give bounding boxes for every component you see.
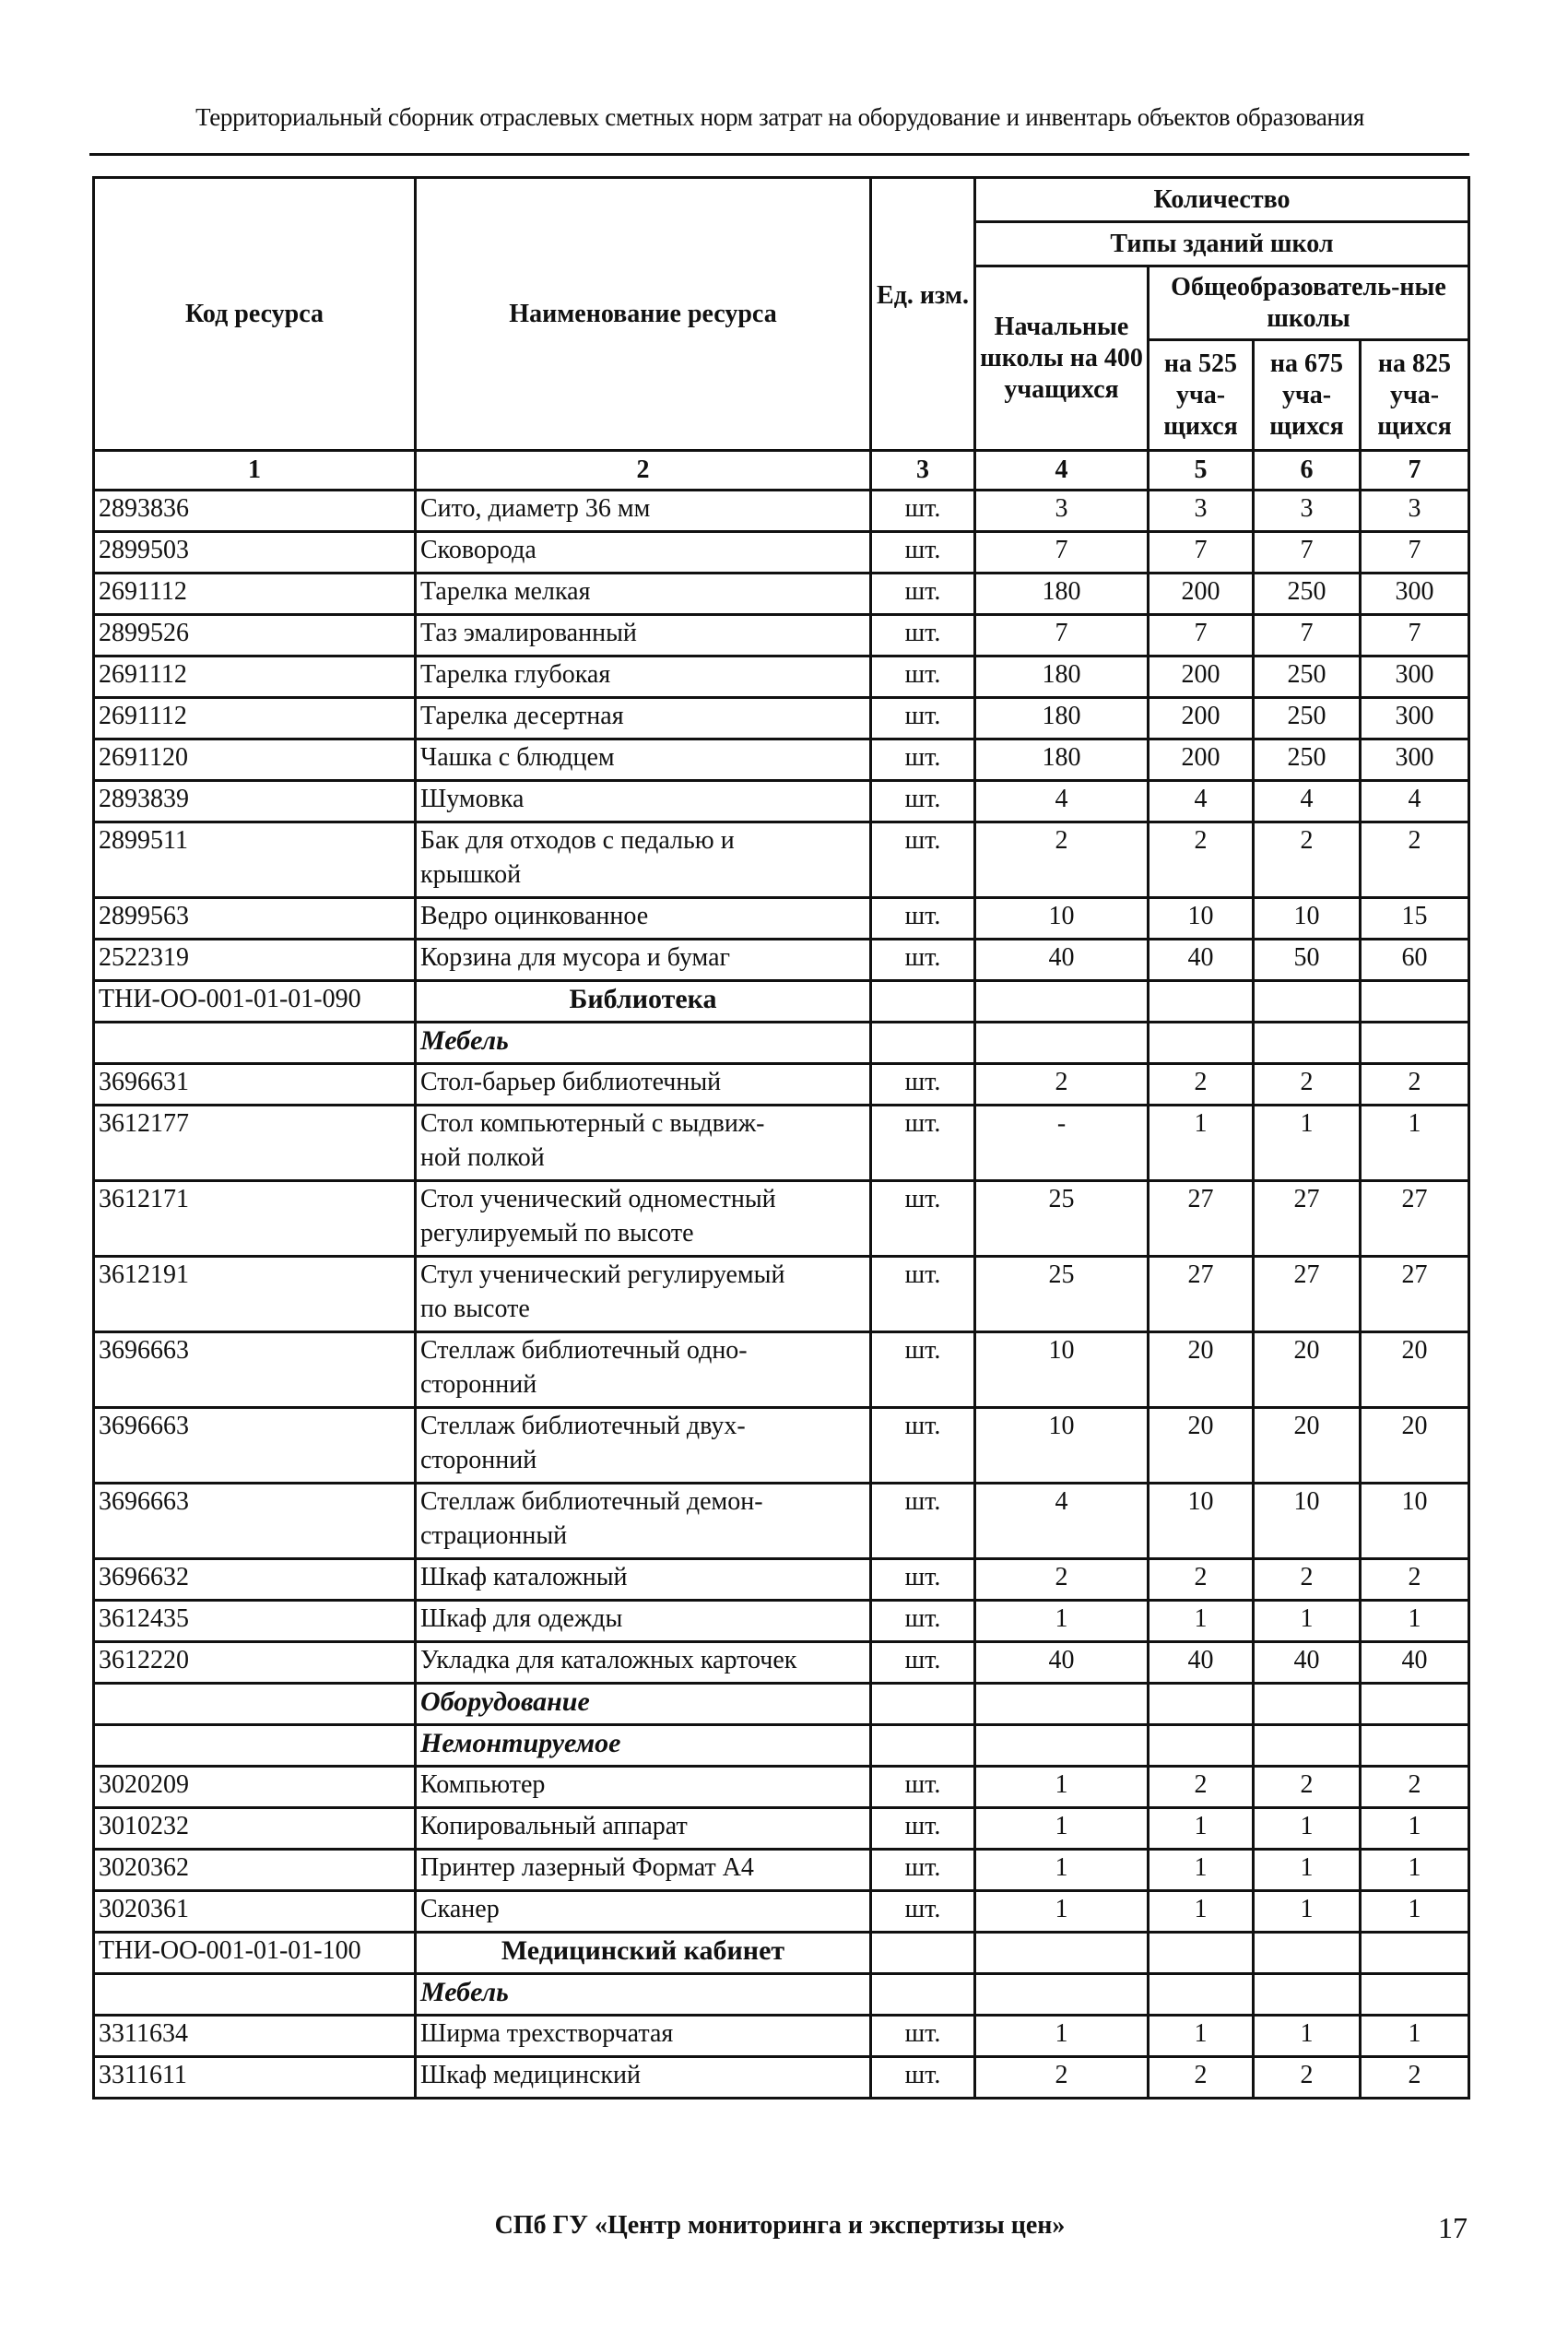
table-row bbox=[94, 2016, 1469, 2057]
quantity-value: 1 bbox=[1361, 1601, 1469, 1642]
header-quantity: Количество bbox=[975, 178, 1469, 222]
quantity-value: 2 bbox=[1149, 1767, 1254, 1808]
quantity-value: 1 bbox=[1361, 1808, 1469, 1850]
quantity-value: 4 bbox=[975, 781, 1149, 822]
empty-cell bbox=[1149, 981, 1254, 1023]
empty-cell bbox=[975, 981, 1149, 1023]
resource-code bbox=[94, 1725, 416, 1767]
unit: шт. bbox=[871, 1257, 975, 1332]
empty-cell bbox=[1361, 1023, 1469, 1064]
empty-cell bbox=[975, 1684, 1149, 1725]
empty-cell bbox=[871, 1725, 975, 1767]
subsection-row bbox=[94, 1974, 1469, 2016]
resource-code: 3612191 bbox=[94, 1257, 416, 1332]
resource-code: 3696663 bbox=[94, 1332, 416, 1408]
quantity-value: 7 bbox=[1254, 532, 1361, 574]
table-row bbox=[94, 781, 1469, 822]
quantity-value: 2 bbox=[1361, 1064, 1469, 1106]
quantity-value: 2 bbox=[1254, 822, 1361, 898]
resource-code: 3612171 bbox=[94, 1181, 416, 1257]
table-row bbox=[94, 574, 1469, 615]
resource-code: 3696663 bbox=[94, 1408, 416, 1484]
table-row bbox=[94, 1064, 1469, 1106]
quantity-value: 2 bbox=[1149, 2057, 1254, 2099]
table-row bbox=[94, 1257, 1469, 1332]
quantity-value: 2 bbox=[1254, 1064, 1361, 1106]
resource-code bbox=[94, 1684, 416, 1725]
quantity-value: 40 bbox=[1149, 940, 1254, 981]
empty-cell bbox=[1254, 1023, 1361, 1064]
unit: шт. bbox=[871, 739, 975, 781]
quantity-value: 1 bbox=[1149, 2016, 1254, 2057]
resource-code: 3696663 bbox=[94, 1484, 416, 1559]
empty-cell bbox=[1149, 1725, 1254, 1767]
table-row bbox=[94, 1332, 1469, 1408]
empty-cell bbox=[975, 1725, 1149, 1767]
table-row bbox=[94, 656, 1469, 698]
table-row bbox=[94, 1408, 1469, 1484]
quantity-value: 4 bbox=[1361, 781, 1469, 822]
resource-code: 3696631 bbox=[94, 1064, 416, 1106]
empty-cell bbox=[1361, 1725, 1469, 1767]
column-number: 7 bbox=[1361, 451, 1469, 491]
section-row bbox=[94, 1933, 1469, 1974]
empty-cell bbox=[1254, 1684, 1361, 1725]
quantity-value: 7 bbox=[1254, 615, 1361, 656]
unit: шт. bbox=[871, 698, 975, 739]
subsection-title: Немонтируемое bbox=[416, 1725, 871, 1767]
quantity-value: 250 bbox=[1254, 656, 1361, 698]
resource-name: Бак для отходов с педалью и крышкой bbox=[416, 822, 871, 898]
resource-name: Стол-барьер библиотечный bbox=[416, 1064, 871, 1106]
resource-name: Стеллаж библиотечный демон- страционный bbox=[416, 1484, 871, 1559]
column-number: 6 bbox=[1254, 451, 1361, 491]
resource-code: 3020361 bbox=[94, 1891, 416, 1933]
table-row bbox=[94, 698, 1469, 739]
quantity-value: 300 bbox=[1361, 739, 1469, 781]
quantity-value: 1 bbox=[1254, 1808, 1361, 1850]
quantity-value: 20 bbox=[1149, 1408, 1254, 1484]
quantity-value: 200 bbox=[1149, 574, 1254, 615]
resource-name: Сковорода bbox=[416, 532, 871, 574]
unit: шт. bbox=[871, 781, 975, 822]
quantity-value: 1 bbox=[975, 1850, 1149, 1891]
quantity-value: 1 bbox=[975, 1891, 1149, 1933]
resource-name: Принтер лазерный Формат А4 bbox=[416, 1850, 871, 1891]
resource-code: 2691112 bbox=[94, 574, 416, 615]
resource-name: Шкаф для одежды bbox=[416, 1601, 871, 1642]
quantity-value: 300 bbox=[1361, 656, 1469, 698]
resource-name: Стол компьютерный с выдвиж- ной полкой bbox=[416, 1106, 871, 1181]
quantity-value: 2 bbox=[1149, 1064, 1254, 1106]
quantity-value: 40 bbox=[1149, 1642, 1254, 1684]
column-number: 2 bbox=[416, 451, 871, 491]
quantity-value: 20 bbox=[1361, 1408, 1469, 1484]
subsection-row bbox=[94, 1725, 1469, 1767]
section-title: Библиотека bbox=[416, 981, 871, 1023]
quantity-value: 1 bbox=[1149, 1891, 1254, 1933]
quantity-value: 1 bbox=[1149, 1850, 1254, 1891]
quantity-value: 10 bbox=[975, 1332, 1149, 1408]
table-row bbox=[94, 491, 1469, 532]
unit: шт. bbox=[871, 491, 975, 532]
quantity-value: 27 bbox=[1149, 1181, 1254, 1257]
resource-code: ТНИ-ОО-001-01-01-100 bbox=[94, 1933, 416, 1974]
empty-cell bbox=[1254, 1933, 1361, 1974]
quantity-value: 1 bbox=[975, 2016, 1149, 2057]
resource-code: 2522319 bbox=[94, 940, 416, 981]
footer-organization: СПб ГУ «Центр мониторинга и экспертизы цен» bbox=[494, 2211, 1066, 2240]
resource-name: Тарелка глубокая bbox=[416, 656, 871, 698]
column-number: 5 bbox=[1149, 451, 1254, 491]
header-name: Наименование ресурса bbox=[416, 178, 871, 451]
quantity-value: 27 bbox=[1254, 1257, 1361, 1332]
quantity-value: 2 bbox=[1254, 2057, 1361, 2099]
resource-code: 3010232 bbox=[94, 1808, 416, 1850]
column-number-row bbox=[94, 451, 1469, 491]
resource-code: 3612220 bbox=[94, 1642, 416, 1684]
quantity-value: 2 bbox=[1149, 1559, 1254, 1601]
empty-cell bbox=[1254, 1974, 1361, 2016]
unit: шт. bbox=[871, 1601, 975, 1642]
resource-name: Ведро оцинкованное bbox=[416, 898, 871, 940]
resource-name: Ширма трехстворчатая bbox=[416, 2016, 871, 2057]
unit: шт. bbox=[871, 656, 975, 698]
resource-name: Шкаф медицинский bbox=[416, 2057, 871, 2099]
resource-name: Таз эмалированный bbox=[416, 615, 871, 656]
quantity-value: 2 bbox=[975, 1064, 1149, 1106]
resource-name: Шкаф каталожный bbox=[416, 1559, 871, 1601]
resource-code: 3020209 bbox=[94, 1767, 416, 1808]
header-general-schools: Общеобразователь-ные школы bbox=[1149, 266, 1469, 340]
quantity-value: 3 bbox=[1254, 491, 1361, 532]
quantity-value: 2 bbox=[1361, 2057, 1469, 2099]
resource-code: 2691120 bbox=[94, 739, 416, 781]
empty-cell bbox=[1361, 981, 1469, 1023]
table-row bbox=[94, 822, 1469, 898]
table-row bbox=[94, 1767, 1469, 1808]
table-row bbox=[94, 1484, 1469, 1559]
quantity-value: 1 bbox=[975, 1808, 1149, 1850]
empty-cell bbox=[975, 1974, 1149, 2016]
quantity-value: 27 bbox=[1149, 1257, 1254, 1332]
unit: шт. bbox=[871, 1767, 975, 1808]
quantity-value: 2 bbox=[975, 1559, 1149, 1601]
quantity-value: 1 bbox=[975, 1767, 1149, 1808]
table-row bbox=[94, 1850, 1469, 1891]
empty-cell bbox=[1361, 1933, 1469, 1974]
quantity-value: 1 bbox=[1149, 1106, 1254, 1181]
empty-cell bbox=[871, 981, 975, 1023]
unit: шт. bbox=[871, 2057, 975, 2099]
quantity-value: 27 bbox=[1254, 1181, 1361, 1257]
quantity-value: 250 bbox=[1254, 698, 1361, 739]
empty-cell bbox=[1361, 1974, 1469, 2016]
quantity-value: 10 bbox=[1149, 1484, 1254, 1559]
header-unit: Ед. изм. bbox=[871, 178, 975, 451]
unit: шт. bbox=[871, 1484, 975, 1559]
quantity-value: 1 bbox=[1149, 1601, 1254, 1642]
quantity-value: 4 bbox=[975, 1484, 1149, 1559]
quantity-value: 27 bbox=[1361, 1181, 1469, 1257]
resource-name: Компьютер bbox=[416, 1767, 871, 1808]
quantity-value: 10 bbox=[1361, 1484, 1469, 1559]
empty-cell bbox=[871, 1023, 975, 1064]
quantity-value: 2 bbox=[1149, 822, 1254, 898]
quantity-value: 3 bbox=[1361, 491, 1469, 532]
resource-name: Тарелка мелкая bbox=[416, 574, 871, 615]
empty-cell bbox=[975, 1023, 1149, 1064]
quantity-value: 4 bbox=[1254, 781, 1361, 822]
resource-name: Стул ученический регулируемый по высоте bbox=[416, 1257, 871, 1332]
header-525: на 525 уча-щихся bbox=[1149, 340, 1254, 451]
empty-cell bbox=[1254, 981, 1361, 1023]
quantity-value: 2 bbox=[975, 822, 1149, 898]
unit: шт. bbox=[871, 615, 975, 656]
unit: шт. bbox=[871, 1642, 975, 1684]
empty-cell bbox=[1361, 1684, 1469, 1725]
table-row bbox=[94, 1106, 1469, 1181]
resource-code: 2893836 bbox=[94, 491, 416, 532]
quantity-value: 200 bbox=[1149, 656, 1254, 698]
resource-code: 3311611 bbox=[94, 2057, 416, 2099]
unit: шт. bbox=[871, 1891, 975, 1933]
quantity-value: 40 bbox=[1254, 1642, 1361, 1684]
column-number: 4 bbox=[975, 451, 1149, 491]
quantity-value: 40 bbox=[975, 1642, 1149, 1684]
quantity-value: 2 bbox=[1254, 1559, 1361, 1601]
quantity-value: 1 bbox=[1361, 1850, 1469, 1891]
header-divider bbox=[89, 153, 1469, 156]
quantity-value: 7 bbox=[1149, 532, 1254, 574]
quantity-value: 1 bbox=[975, 1601, 1149, 1642]
quantity-value: 60 bbox=[1361, 940, 1469, 981]
unit: шт. bbox=[871, 1808, 975, 1850]
quantity-value: 10 bbox=[975, 898, 1149, 940]
resource-name: Укладка для каталожных карточек bbox=[416, 1642, 871, 1684]
quantity-value: 2 bbox=[1361, 822, 1469, 898]
quantity-value: 10 bbox=[1254, 898, 1361, 940]
resource-code: 3612177 bbox=[94, 1106, 416, 1181]
quantity-value: 300 bbox=[1361, 574, 1469, 615]
quantity-value: 50 bbox=[1254, 940, 1361, 981]
subsection-title: Мебель bbox=[416, 1023, 871, 1064]
empty-cell bbox=[1254, 1725, 1361, 1767]
subsection-row bbox=[94, 1023, 1469, 1064]
header-code: Код ресурса bbox=[94, 178, 416, 451]
resource-table bbox=[92, 176, 1470, 2100]
resource-code: 3311634 bbox=[94, 2016, 416, 2057]
unit: шт. bbox=[871, 1106, 975, 1181]
resource-name: Сканер bbox=[416, 1891, 871, 1933]
section-title: Медицинский кабинет bbox=[416, 1933, 871, 1974]
quantity-value: 2 bbox=[1361, 1559, 1469, 1601]
quantity-value: 1 bbox=[1254, 1850, 1361, 1891]
unit: шт. bbox=[871, 1408, 975, 1484]
header-primary-schools: Начальные школы на 400 учащихся bbox=[975, 266, 1149, 451]
quantity-value: 180 bbox=[975, 698, 1149, 739]
quantity-value: 20 bbox=[1254, 1408, 1361, 1484]
quantity-value: 1 bbox=[1254, 1106, 1361, 1181]
empty-cell bbox=[975, 1933, 1149, 1974]
quantity-value: 300 bbox=[1361, 698, 1469, 739]
unit: шт. bbox=[871, 1332, 975, 1408]
quantity-value: 25 bbox=[975, 1181, 1149, 1257]
subsection-title: Оборудование bbox=[416, 1684, 871, 1725]
quantity-value: 200 bbox=[1149, 739, 1254, 781]
resource-code: 3696632 bbox=[94, 1559, 416, 1601]
quantity-value: 40 bbox=[975, 940, 1149, 981]
resource-code bbox=[94, 1974, 416, 2016]
subsection-row bbox=[94, 1684, 1469, 1725]
resource-code: 2899503 bbox=[94, 532, 416, 574]
quantity-value: 25 bbox=[975, 1257, 1149, 1332]
empty-cell bbox=[1149, 1974, 1254, 2016]
quantity-value: 7 bbox=[975, 532, 1149, 574]
empty-cell bbox=[1149, 1023, 1254, 1064]
resource-code bbox=[94, 1023, 416, 1064]
table-row bbox=[94, 532, 1469, 574]
quantity-value: 7 bbox=[1361, 615, 1469, 656]
quantity-value: 250 bbox=[1254, 574, 1361, 615]
table-row bbox=[94, 1181, 1469, 1257]
quantity-value: 20 bbox=[1254, 1332, 1361, 1408]
table-row bbox=[94, 1559, 1469, 1601]
unit: шт. bbox=[871, 898, 975, 940]
unit: шт. bbox=[871, 2016, 975, 2057]
empty-cell bbox=[871, 1974, 975, 2016]
resource-code: 3020362 bbox=[94, 1850, 416, 1891]
table-row bbox=[94, 1891, 1469, 1933]
empty-cell bbox=[1149, 1933, 1254, 1974]
unit: шт. bbox=[871, 1850, 975, 1891]
table-row bbox=[94, 898, 1469, 940]
quantity-value: 2 bbox=[1254, 1767, 1361, 1808]
quantity-value: 40 bbox=[1361, 1642, 1469, 1684]
resource-name: Шумовка bbox=[416, 781, 871, 822]
quantity-value: 1 bbox=[1361, 1891, 1469, 1933]
unit: шт. bbox=[871, 532, 975, 574]
quantity-value: 180 bbox=[975, 574, 1149, 615]
header-675: на 675 уча-щихся bbox=[1254, 340, 1361, 451]
quantity-value: 7 bbox=[1361, 532, 1469, 574]
quantity-value: 7 bbox=[1149, 615, 1254, 656]
table-row bbox=[94, 1601, 1469, 1642]
quantity-value: 180 bbox=[975, 656, 1149, 698]
quantity-value: 180 bbox=[975, 739, 1149, 781]
header-825: на 825 уча-щихся bbox=[1361, 340, 1469, 451]
table-row bbox=[94, 739, 1469, 781]
quantity-value: 2 bbox=[1361, 1767, 1469, 1808]
unit: шт. bbox=[871, 574, 975, 615]
quantity-value: 1 bbox=[1254, 1891, 1361, 1933]
quantity-value: 3 bbox=[1149, 491, 1254, 532]
quantity-value: 27 bbox=[1361, 1257, 1469, 1332]
empty-cell bbox=[1149, 1684, 1254, 1725]
resource-code: ТНИ-ОО-001-01-01-090 bbox=[94, 981, 416, 1023]
quantity-value: 1 bbox=[1149, 1808, 1254, 1850]
resource-name: Сито, диаметр 36 мм bbox=[416, 491, 871, 532]
quantity-value: 2 bbox=[975, 2057, 1149, 2099]
unit: шт. bbox=[871, 940, 975, 981]
quantity-value: 15 bbox=[1361, 898, 1469, 940]
unit: шт. bbox=[871, 822, 975, 898]
resource-code: 3612435 bbox=[94, 1601, 416, 1642]
resource-name: Тарелка десертная bbox=[416, 698, 871, 739]
resource-code: 2899563 bbox=[94, 898, 416, 940]
unit: шт. bbox=[871, 1064, 975, 1106]
empty-cell bbox=[871, 1684, 975, 1725]
quantity-value: 10 bbox=[1254, 1484, 1361, 1559]
resource-name: Стол ученический одноместный регулируемый по высоте bbox=[416, 1181, 871, 1257]
resource-name: Корзина для мусора и бумаг bbox=[416, 940, 871, 981]
subsection-title: Мебель bbox=[416, 1974, 871, 2016]
resource-code: 2899526 bbox=[94, 615, 416, 656]
column-number: 3 bbox=[871, 451, 975, 491]
quantity-value: 200 bbox=[1149, 698, 1254, 739]
quantity-value: 3 bbox=[975, 491, 1149, 532]
quantity-value: 10 bbox=[1149, 898, 1254, 940]
resource-code: 2691112 bbox=[94, 656, 416, 698]
resource-code: 2691112 bbox=[94, 698, 416, 739]
quantity-value: 7 bbox=[975, 615, 1149, 656]
quantity-value: - bbox=[975, 1106, 1149, 1181]
quantity-value: 20 bbox=[1149, 1332, 1254, 1408]
resource-code: 2893839 bbox=[94, 781, 416, 822]
running-header: Территориальный сборник отраслевых сметных норм затрат на оборудование и инвентарь объектов образования bbox=[195, 103, 1364, 131]
empty-cell bbox=[871, 1933, 975, 1974]
section-row bbox=[94, 981, 1469, 1023]
resource-name: Стеллаж библиотечный одно- сторонний bbox=[416, 1332, 871, 1408]
table-row bbox=[94, 615, 1469, 656]
table-row bbox=[94, 2057, 1469, 2099]
quantity-value: 20 bbox=[1361, 1332, 1469, 1408]
table-row bbox=[94, 940, 1469, 981]
quantity-value: 10 bbox=[975, 1408, 1149, 1484]
header-school-types: Типы зданий школ bbox=[975, 222, 1469, 266]
resource-name: Стеллаж библиотечный двух- сторонний bbox=[416, 1408, 871, 1484]
unit: шт. bbox=[871, 1559, 975, 1601]
resource-name: Чашка с блюдцем bbox=[416, 739, 871, 781]
quantity-value: 1 bbox=[1361, 2016, 1469, 2057]
resource-name: Копировальный аппарат bbox=[416, 1808, 871, 1850]
resource-code: 2899511 bbox=[94, 822, 416, 898]
quantity-value: 250 bbox=[1254, 739, 1361, 781]
quantity-value: 4 bbox=[1149, 781, 1254, 822]
quantity-value: 1 bbox=[1254, 2016, 1361, 2057]
quantity-value: 1 bbox=[1361, 1106, 1469, 1181]
unit: шт. bbox=[871, 1181, 975, 1257]
column-number: 1 bbox=[94, 451, 416, 491]
table-row bbox=[94, 1642, 1469, 1684]
quantity-value: 1 bbox=[1254, 1601, 1361, 1642]
table-row bbox=[94, 1808, 1469, 1850]
page-number: 17 bbox=[1438, 2211, 1468, 2244]
